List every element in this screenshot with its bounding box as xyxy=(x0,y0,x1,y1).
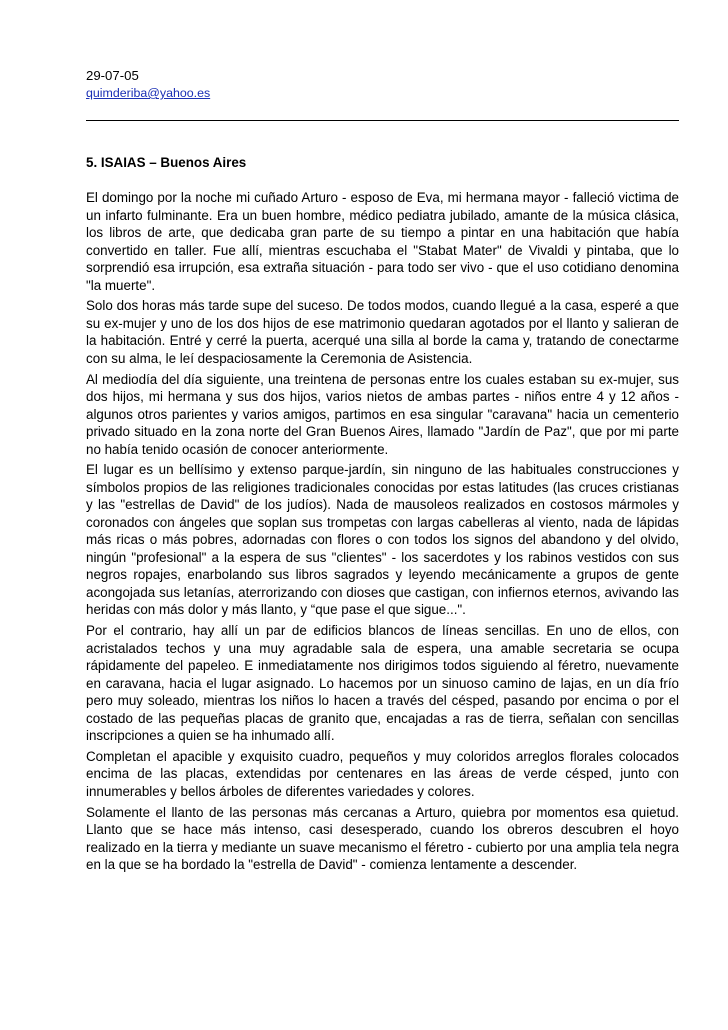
paragraph: Al mediodía del día siguiente, una treintena de personas entre los cuales estaban su ex-mujer, sus dos hijos, mi hermana y sus dos hijos, varios nietos de ambas partes - niños entre 4 y 12 años - algunos otros parientes y varios amigos, partimos en esa singular "caravana" hacia un cementerio privado situado en la zona norte del Gran Buenos Aires, llamado "Jardín de Paz", que por mi parte no había tenido ocasión de conocer anteriormente. xyxy=(86,371,679,457)
paragraph: Por el contrario, hay allí un par de edificios blancos de líneas sencillas. En uno de ellos, con acristalados techos y una muy agradable sala de espera, una amable secretaria se ocupa rápidamente del papeleo. E inmediatamente nos dirigimos todos siguiendo al féretro, nuevamente en caravana, hacia el lugar asignado. Lo hacemos por un sinuoso camino de lajas, en un día frío pero muy soleado, mientras los niños lo hacen a través del césped, pasando por encima o por el costado de las pequeñas placas de granito que, encajadas a ras de tierra, señalan con sencillas inscripciones a quien se ha inhumado allí. xyxy=(86,623,679,744)
paragraph: Completan el apacible y exquisito cuadro, pequeños y muy coloridos arreglos florales colocados encima de las placas, extendidas por centenares en las áreas de verde césped, junto con innumerables y bellos árboles de diferentes variedades y colores. xyxy=(86,748,679,799)
paragraph: Solamente el llanto de las personas más cercanas a Arturo, quiebra por momentos esa quietud. Llanto que se hace más intenso, casi desesperado, cuando los obreros descubren el hoyo realizado en la tierra y mediante un suave mecanismo el féretro - cubierto por una amplia tela negra en la que se ha bordado la "estrella de David" - comienza lentamente a descender. xyxy=(86,804,679,873)
paragraph: El domingo por la noche mi cuñado Arturo - esposo de Eva, mi hermana mayor - falleció victima de un infarto fulminante. Era un buen hombre, médico pediatra jubilado, amante de la música clásica, los libros de arte, que dedicaba gran parte de su tiempo a pintar en una habitación que había convertido en taller. Fue allí, mientras escuchaba el "Stabat Mater" de Vivaldi y pintaba, que lo sorprendió esa irrupción, esa extraña situación - para todo ser vivo - que el uso cotidiano denomina "la muerte". xyxy=(86,190,679,293)
article-body xyxy=(86,189,679,877)
author-email-link[interactable]: quimderiba@yahoo.es xyxy=(86,86,211,100)
header-divider xyxy=(86,120,679,121)
article-title: 5. ISAIAS – Buenos Aires xyxy=(86,155,247,170)
document-date: 29-07-05 xyxy=(86,68,139,83)
paragraph: El lugar es un bellísimo y extenso parque-jardín, sin ninguno de las habituales construcciones y símbolos propios de las religiones tradicionales conocidas por estas latitudes (las cruces cristianas y las "estrellas de David" de los judíos). Nada de mausoleos realizados en costosos mármoles y coronados con ángeles que soplan sus trompetas con largas cabelleras al viento, nada de lápidas más ricas o más pobres, adornadas con flores o con todos los signos del abandono y del olvido, ningún "profesional" a la espera de sus "clientes" - los sacerdotes y los rabinos vestidos con sus negros ropajes, enarbolando sus libros sagrados y leyendo mecánicamente a grupos de gente acongojada sus letanías, aterrorizando con dioses que castigan, con infiernos eternos, avivando las heridas con más dolor y más llanto, y “que pase el que sigue...". xyxy=(86,462,679,618)
paragraph: Solo dos horas más tarde supe del suceso. De todos modos, cuando llegué a la casa, esperé a que su ex-mujer y uno de los dos hijos de ese matrimonio quedaran agotados por el llanto y salieran de la habitación. Entré y cerré la puerta, acerqué una silla al borde la cama y, tratando de conectarme con su alma, le leí despaciosamente la Ceremonia de Asistencia. xyxy=(86,298,679,366)
